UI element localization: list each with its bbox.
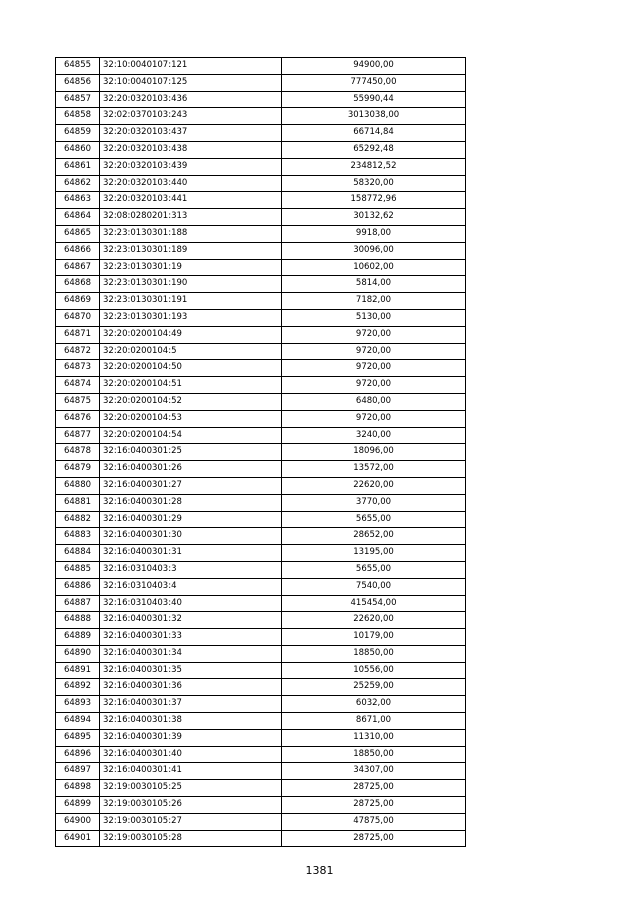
table-row [56,343,466,360]
table-row [56,158,466,175]
table-row [56,175,466,192]
row-number-cell: 64870 [56,309,100,326]
table-row [56,91,466,108]
cadastral-value-cell: 13195,00 [282,545,466,562]
cadastral-number-cell: 32:23:0130301:190 [100,276,282,293]
cadastral-number-cell: 32:16:0400301:29 [100,511,282,528]
cadastral-number-cell: 32:20:0320103:438 [100,141,282,158]
table-row [56,225,466,242]
row-number-cell: 64898 [56,780,100,797]
cadastral-value-cell: 5130,00 [282,309,466,326]
table-row [56,259,466,276]
cadastral-number-cell: 32:16:0400301:32 [100,612,282,629]
cadastral-number-cell: 32:20:0320103:437 [100,125,282,142]
cadastral-value-cell: 13572,00 [282,461,466,478]
row-number-cell: 64892 [56,679,100,696]
page-number: 1381 [305,864,334,877]
table-row [56,780,466,797]
cadastral-number-cell: 32:20:0200104:5 [100,343,282,360]
row-number-cell: 64876 [56,410,100,427]
row-number-cell: 64855 [56,58,100,75]
row-number-cell: 64878 [56,444,100,461]
row-number-cell: 64856 [56,74,100,91]
row-number-cell: 64857 [56,91,100,108]
cadastral-value-cell: 5814,00 [282,276,466,293]
cadastral-number-cell: 32:08:0280201:313 [100,209,282,226]
cadastral-number-cell: 32:16:0400301:30 [100,528,282,545]
row-number-cell: 64877 [56,427,100,444]
cadastral-value-cell: 6480,00 [282,393,466,410]
cadastral-value-cell: 9720,00 [282,360,466,377]
row-number-cell: 64879 [56,461,100,478]
cadastral-value-cell: 34307,00 [282,763,466,780]
cadastral-value-cell: 22620,00 [282,612,466,629]
cadastral-number-cell: 32:16:0310403:40 [100,595,282,612]
table-row [56,578,466,595]
cadastral-number-cell: 32:16:0400301:41 [100,763,282,780]
cadastral-number-cell: 32:16:0400301:31 [100,545,282,562]
row-number-cell: 64860 [56,141,100,158]
row-number-cell: 64883 [56,528,100,545]
row-number-cell: 64862 [56,175,100,192]
row-number-cell: 64859 [56,125,100,142]
row-number-cell: 64888 [56,612,100,629]
cadastral-number-cell: 32:02:0370103:243 [100,108,282,125]
cadastral-value-cell: 3770,00 [282,494,466,511]
cadastral-value-cell: 3240,00 [282,427,466,444]
row-number-cell: 64863 [56,192,100,209]
table-row [56,797,466,814]
table-row [56,209,466,226]
cadastral-value-cell: 9720,00 [282,410,466,427]
row-number-cell: 64901 [56,830,100,847]
cadastral-value-cell: 777450,00 [282,74,466,91]
cadastral-value-cell: 30132,62 [282,209,466,226]
cadastral-number-cell: 32:16:0400301:33 [100,629,282,646]
table-row [56,326,466,343]
cadastral-value-cell: 28652,00 [282,528,466,545]
cadastral-number-cell: 32:16:0400301:38 [100,713,282,730]
row-number-cell: 64897 [56,763,100,780]
table-row [56,763,466,780]
cadastral-number-cell: 32:16:0400301:35 [100,662,282,679]
row-number-cell: 64889 [56,629,100,646]
row-number-cell: 64875 [56,393,100,410]
cadastral-number-cell: 32:19:0030105:26 [100,797,282,814]
cadastral-value-cell: 9720,00 [282,377,466,394]
row-number-cell: 64896 [56,746,100,763]
cadastral-number-cell: 32:16:0400301:28 [100,494,282,511]
cadastre-value-table [55,57,466,847]
cadastral-number-cell: 32:16:0400301:27 [100,477,282,494]
row-number-cell: 64861 [56,158,100,175]
row-number-cell: 64899 [56,797,100,814]
table-body [56,58,466,847]
cadastral-value-cell: 47875,00 [282,813,466,830]
table-row [56,242,466,259]
cadastral-value-cell: 10602,00 [282,259,466,276]
table-row [56,393,466,410]
cadastral-value-cell: 9720,00 [282,326,466,343]
cadastral-value-cell: 7182,00 [282,293,466,310]
cadastral-value-cell: 6032,00 [282,696,466,713]
row-number-cell: 64869 [56,293,100,310]
row-number-cell: 64865 [56,225,100,242]
cadastral-number-cell: 32:16:0310403:3 [100,561,282,578]
table-row [56,679,466,696]
cadastral-number-cell: 32:20:0200104:52 [100,393,282,410]
cadastral-value-cell: 10179,00 [282,629,466,646]
cadastral-number-cell: 32:16:0400301:34 [100,645,282,662]
table-row [56,511,466,528]
cadastral-value-cell: 55990,44 [282,91,466,108]
cadastral-value-cell: 18850,00 [282,645,466,662]
table-row [56,141,466,158]
cadastral-value-cell: 18096,00 [282,444,466,461]
cadastral-value-cell: 22620,00 [282,477,466,494]
table-row [56,461,466,478]
row-number-cell: 64881 [56,494,100,511]
cadastral-value-cell: 30096,00 [282,242,466,259]
row-number-cell: 64895 [56,729,100,746]
row-number-cell: 64873 [56,360,100,377]
table-row [56,58,466,75]
row-number-cell: 64868 [56,276,100,293]
table-row [56,276,466,293]
table-row [56,444,466,461]
cadastral-number-cell: 32:20:0320103:441 [100,192,282,209]
row-number-cell: 64893 [56,696,100,713]
row-number-cell: 64866 [56,242,100,259]
table-row [56,830,466,847]
cadastral-value-cell: 3013038,00 [282,108,466,125]
cadastral-value-cell: 415454,00 [282,595,466,612]
table-row [56,645,466,662]
cadastral-number-cell: 32:20:0200104:50 [100,360,282,377]
row-number-cell: 64874 [56,377,100,394]
cadastral-value-cell: 9720,00 [282,343,466,360]
cadastral-number-cell: 32:16:0400301:40 [100,746,282,763]
cadastral-value-cell: 8671,00 [282,713,466,730]
table-row [56,108,466,125]
table-row [56,813,466,830]
cadastral-number-cell: 32:16:0400301:37 [100,696,282,713]
table-row [56,662,466,679]
cadastral-value-cell: 65292,48 [282,141,466,158]
cadastral-number-cell: 32:10:0040107:121 [100,58,282,75]
table-row [56,612,466,629]
cadastral-number-cell: 32:20:0200104:54 [100,427,282,444]
cadastral-number-cell: 32:20:0200104:51 [100,377,282,394]
row-number-cell: 64880 [56,477,100,494]
table-row [56,293,466,310]
cadastral-value-cell: 7540,00 [282,578,466,595]
row-number-cell: 64894 [56,713,100,730]
cadastral-value-cell: 10556,00 [282,662,466,679]
row-number-cell: 64890 [56,645,100,662]
cadastral-number-cell: 32:16:0400301:39 [100,729,282,746]
row-number-cell: 64871 [56,326,100,343]
row-number-cell: 64882 [56,511,100,528]
table-row [56,561,466,578]
cadastral-value-cell: 158772,96 [282,192,466,209]
row-number-cell: 64858 [56,108,100,125]
cadastral-value-cell: 94900,00 [282,58,466,75]
cadastral-number-cell: 32:23:0130301:188 [100,225,282,242]
cadastral-number-cell: 32:20:0200104:49 [100,326,282,343]
cadastral-number-cell: 32:20:0200104:53 [100,410,282,427]
cadastral-value-cell: 11310,00 [282,729,466,746]
table-row [56,477,466,494]
table-row [56,377,466,394]
row-number-cell: 64867 [56,259,100,276]
row-number-cell: 64900 [56,813,100,830]
cadastral-value-cell: 18850,00 [282,746,466,763]
cadastral-value-cell: 58320,00 [282,175,466,192]
cadastral-number-cell: 32:23:0130301:189 [100,242,282,259]
cadastral-value-cell: 234812,52 [282,158,466,175]
cadastral-value-cell: 28725,00 [282,780,466,797]
table-row [56,595,466,612]
cadastral-value-cell: 9918,00 [282,225,466,242]
cadastral-value-cell: 5655,00 [282,561,466,578]
table-row [56,309,466,326]
table-row [56,410,466,427]
table-row [56,713,466,730]
cadastral-number-cell: 32:20:0320103:440 [100,175,282,192]
cadastral-value-cell: 66714,84 [282,125,466,142]
cadastral-number-cell: 32:16:0400301:25 [100,444,282,461]
cadastral-value-cell: 28725,00 [282,830,466,847]
cadastral-value-cell: 5655,00 [282,511,466,528]
table-row [56,729,466,746]
table-row [56,528,466,545]
cadastral-number-cell: 32:23:0130301:191 [100,293,282,310]
table-row [56,696,466,713]
cadastral-number-cell: 32:16:0310403:4 [100,578,282,595]
row-number-cell: 64887 [56,595,100,612]
table-row [56,192,466,209]
row-number-cell: 64886 [56,578,100,595]
cadastral-value-cell: 28725,00 [282,797,466,814]
row-number-cell: 64884 [56,545,100,562]
table-row [56,427,466,444]
table-row [56,545,466,562]
row-number-cell: 64891 [56,662,100,679]
cadastral-number-cell: 32:19:0030105:27 [100,813,282,830]
cadastral-number-cell: 32:20:0320103:436 [100,91,282,108]
cadastral-number-cell: 32:20:0320103:439 [100,158,282,175]
cadastral-number-cell: 32:19:0030105:25 [100,780,282,797]
cadastral-value-cell: 25259,00 [282,679,466,696]
table-row [56,746,466,763]
cadastral-number-cell: 32:19:0030105:28 [100,830,282,847]
row-number-cell: 64885 [56,561,100,578]
row-number-cell: 64872 [56,343,100,360]
table-row [56,494,466,511]
row-number-cell: 64864 [56,209,100,226]
table-row [56,74,466,91]
table-row [56,125,466,142]
cadastral-number-cell: 32:23:0130301:193 [100,309,282,326]
table-row [56,629,466,646]
cadastral-number-cell: 32:10:0040107:125 [100,74,282,91]
cadastral-number-cell: 32:16:0400301:26 [100,461,282,478]
table-row [56,360,466,377]
cadastral-number-cell: 32:16:0400301:36 [100,679,282,696]
cadastral-number-cell: 32:23:0130301:19 [100,259,282,276]
